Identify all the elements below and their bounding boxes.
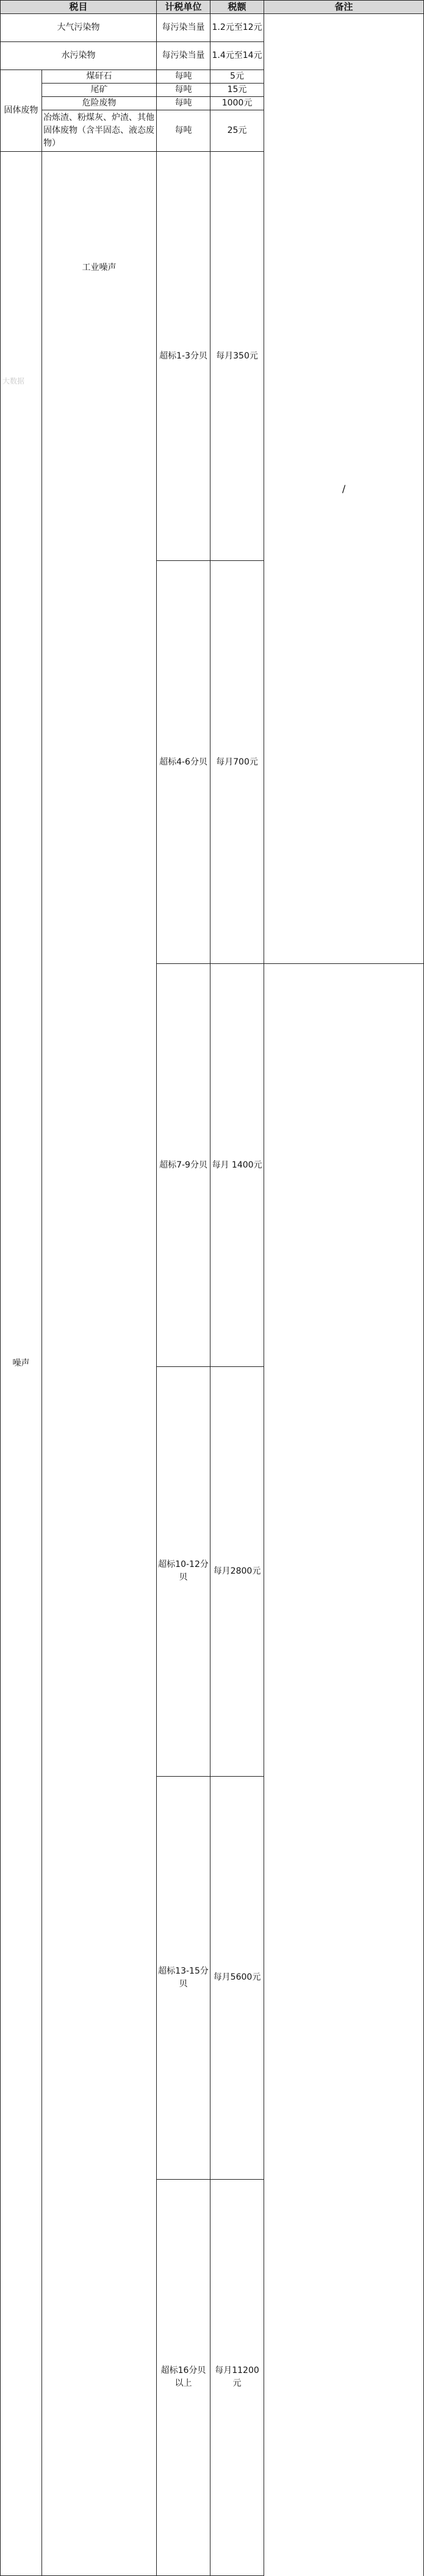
row-water-tax: 1.4元至14元 bbox=[210, 42, 264, 70]
header-unit: 计税单位 bbox=[157, 1, 210, 14]
noise-tax: 每月350元 bbox=[210, 152, 264, 561]
row-air-item: 大气污染物 bbox=[1, 14, 157, 42]
solid-group: 固体废物 bbox=[1, 70, 42, 152]
noise-unit: 超标4-6分贝 bbox=[157, 561, 210, 964]
solid-item: 冶炼渣、粉煤灰、炉渣、其他固体废物（含半固态、液态废物） bbox=[42, 110, 157, 152]
noise-unit: 超标16分贝以上 bbox=[157, 2179, 210, 2575]
solid-unit: 每吨 bbox=[157, 97, 210, 110]
row-water-item: 水污染物 bbox=[1, 42, 157, 70]
solid-unit: 每吨 bbox=[157, 110, 210, 152]
solid-item: 尾矿 bbox=[42, 84, 157, 97]
solid-tax: 25元 bbox=[210, 110, 264, 152]
noise-tax: 每月 1400元 bbox=[210, 964, 264, 1367]
remark-slash: / bbox=[264, 14, 424, 964]
noise-unit: 超标1-3分贝 bbox=[157, 152, 210, 561]
header-remark: 备注 bbox=[264, 1, 424, 14]
noise-unit: 超标7-9分贝 bbox=[157, 964, 210, 1367]
solid-tax: 1000元 bbox=[210, 97, 264, 110]
noise-group: 噪声 bbox=[1, 152, 42, 2576]
row-water-unit: 每污染当量 bbox=[157, 42, 210, 70]
noise-tax: 每月11200元 bbox=[210, 2179, 264, 2575]
solid-unit: 每吨 bbox=[157, 70, 210, 84]
noise-unit: 超标13-15分贝 bbox=[157, 1776, 210, 2179]
row-air-unit: 每污染当量 bbox=[157, 14, 210, 42]
noise-tax: 每月700元 bbox=[210, 561, 264, 964]
noise-sub: 工业噪声 bbox=[42, 152, 157, 2576]
solid-item: 煤矸石 bbox=[42, 70, 157, 84]
noise-tax: 每月2800元 bbox=[210, 1367, 264, 1776]
noise-unit: 超标10-12分贝 bbox=[157, 1367, 210, 1776]
solid-unit: 每吨 bbox=[157, 84, 210, 97]
header-item: 税目 bbox=[1, 1, 157, 14]
solid-tax: 15元 bbox=[210, 84, 264, 97]
header-tax: 税额 bbox=[210, 1, 264, 14]
noise-tax: 每月5600元 bbox=[210, 1776, 264, 2179]
solid-tax: 5元 bbox=[210, 70, 264, 84]
watermark: 大数据 bbox=[2, 377, 25, 385]
row-air-tax: 1.2元至12元 bbox=[210, 14, 264, 42]
solid-item: 危险废物 bbox=[42, 97, 157, 110]
